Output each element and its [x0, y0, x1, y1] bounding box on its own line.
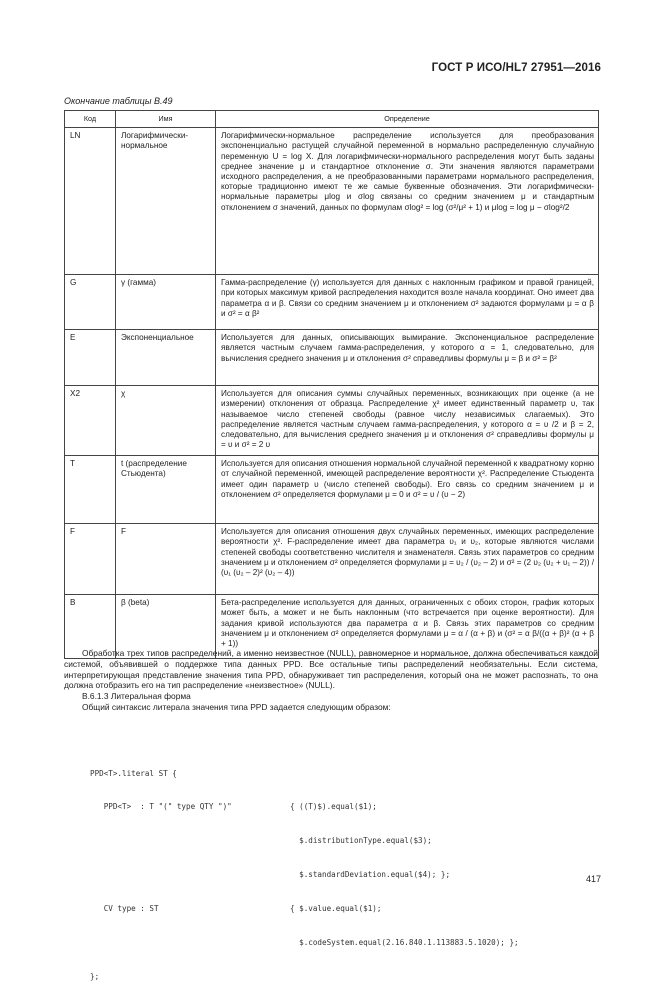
- table-row: [65, 275, 599, 330]
- code-line: PPD<T> : T "(" type QTY ")" { ((T)$).equal($1);: [90, 802, 377, 812]
- cell-definition: Гамма-распределение (γ) используется для данных с наклонным графиком и правой границей, при которых максимум кривой распределения находится возле начала координат. Оно имеет два параметра α и β. Связи со средним значением μ и отклонением σ² задаются формулами μ = α β и σ² = α β²: [216, 275, 599, 330]
- table-header-row: [65, 111, 599, 128]
- section-heading: В.6.1.3 Литеральная форма: [82, 691, 191, 702]
- cell-code: LN: [65, 128, 116, 275]
- code-line: $.standardDeviation.equal($4); };: [290, 870, 451, 880]
- cell-name: χ: [116, 386, 216, 456]
- cell-code: F: [65, 524, 116, 595]
- cell-code: E: [65, 330, 116, 386]
- table-row: [65, 524, 599, 595]
- cell-definition: Бета-распределение используется для данных, ограниченных с обоих сторон, график которых может быть, а может и не быть наклонным (что встречается при оценке вероятности). Для задания кривой используются два параметра α и β. Связь этих параметров со средним значением μ и отклонением σ² определяется формулами μ = α / (α + β) и (σ² = α β/((α + β)² (α + β + 1)): [216, 595, 599, 659]
- cell-name: F: [116, 524, 216, 595]
- cell-definition: Используется для описания отношения двух случайных переменных, имеющих распределение вероятности χ². F-распределение имеет два параметра υ₁ и υ₂, которые являются числами степеней свободы соответственно числителя и знаменателя. Связь этих параметров со средним значением μ и отклонением σ² определяется формулами μ = υ₂ / (υ₂ – 2) и σ² = (2 υ₂ (υ₂ + υ₁ – 2)) / (υ₁ (υ₂ – 2)² (υ₂ – 4)): [216, 524, 599, 595]
- cell-definition: Логарифмически-нормальное распределение используется для преобразования экспоненциально растущей случайной переменной в нормально распределенную случайную переменную U = log X. Для логарифмически-нормального распределения могут быть заданы среднее значение μ и стандартное отклонение σ. Эти значения являются параметрами исходного распределения, а не преобразованными параметрами нормального распределения, которые традиционно имеют те же самые буквенные обозначения. Эти логарифмически-нормальные параметры μlog и σlog связаны со средним значением μ и стандартным отклонением σ значений, данных по формулам σlog² = log (σ²/μ² + 1) и μlog = log μ − σlog²/2: [216, 128, 599, 275]
- cell-name: Логарифмически-нормальное: [116, 128, 216, 275]
- column-header-code: Код: [65, 111, 116, 128]
- cell-definition: Используется для данных, описывающих вымирание. Экспоненциальное распределение является частным случаем гамма-распределения, у которого α = 1, следовательно, для вычисления среднего значения μ и отклонения σ² справедливы формулы μ = β и σ² = β²: [216, 330, 599, 386]
- code-line: };: [90, 971, 100, 981]
- definitions-table: [64, 110, 599, 659]
- code-line: CV type : ST { $.value.equal($1);: [90, 904, 382, 914]
- cell-definition: Используется для описания суммы случайных переменных, возникающих при оценке (а не измерении) отклонения от образца. Распределение χ² имеет единственный параметр υ, так называемое число степеней свободы (равное числу независимых слагаемых). Это распределение является частным случаем гамма-распределения, у которого α = υ /2 и β = 2, следовательно, для вычисления среднего значения μ и отклонения σ² справедливы формулы μ = υ и σ² = 2 υ: [216, 386, 599, 456]
- table-row: [65, 456, 599, 524]
- page-number: 417: [585, 874, 601, 884]
- cell-code: G: [65, 275, 116, 330]
- code-block: [90, 745, 519, 994]
- code-line: $.distributionType.equal($3);: [290, 836, 432, 846]
- table-caption: Окончание таблицы В.49: [64, 96, 173, 106]
- document-header: ГОСТ Р ИСО/HL7 27951—2016: [431, 62, 601, 74]
- cell-code: B: [65, 595, 116, 659]
- table-row: [65, 330, 599, 386]
- intro-text: Общий синтаксис литерала значения типа PPD задается следующим образом:: [82, 701, 391, 712]
- table-row: [65, 128, 599, 275]
- body-text: [64, 648, 598, 713]
- cell-code: X2: [65, 386, 116, 456]
- code-line: $.codeSystem.equal(2.16.840.1.113883.5.1020); };: [290, 938, 519, 948]
- code-line: PPD<T>.literal ST {: [90, 768, 177, 778]
- cell-name: Экспоненциальное: [116, 330, 216, 386]
- column-header-definition: Определение: [216, 111, 599, 128]
- column-header-name: Имя: [116, 111, 216, 128]
- cell-definition: Используется для описания отношения нормальной случайной переменной к квадратному корню от случайной переменной, имеющей распределение вероятности χ². Распределение Стьюдента имеет один параметр υ (число степеней свободы). Его связь со средним значением μ и отклонением σ² определяется формулами μ = 0 и σ² = υ / (υ − 2): [216, 456, 599, 524]
- cell-name: t (распределение Стьюдента): [116, 456, 216, 524]
- cell-name: γ (гамма): [116, 275, 216, 330]
- body-paragraph: Обработка трех типов распределений, а именно неизвестное (NULL), равномерное и нормальное, должна обеспечиваться каждой системой, объявившей о поддержке типа данных PPD. Все остальные типы распределений необязательны. Если система, интерпретирующая представление значения типа PPD, обнаруживает тип распределения, который она не может распознать, то она должна отобразить его на тип распределение «неизвестное» (NULL).: [64, 648, 598, 691]
- cell-name: β (beta): [116, 595, 216, 659]
- table-row: [65, 386, 599, 456]
- cell-code: T: [65, 456, 116, 524]
